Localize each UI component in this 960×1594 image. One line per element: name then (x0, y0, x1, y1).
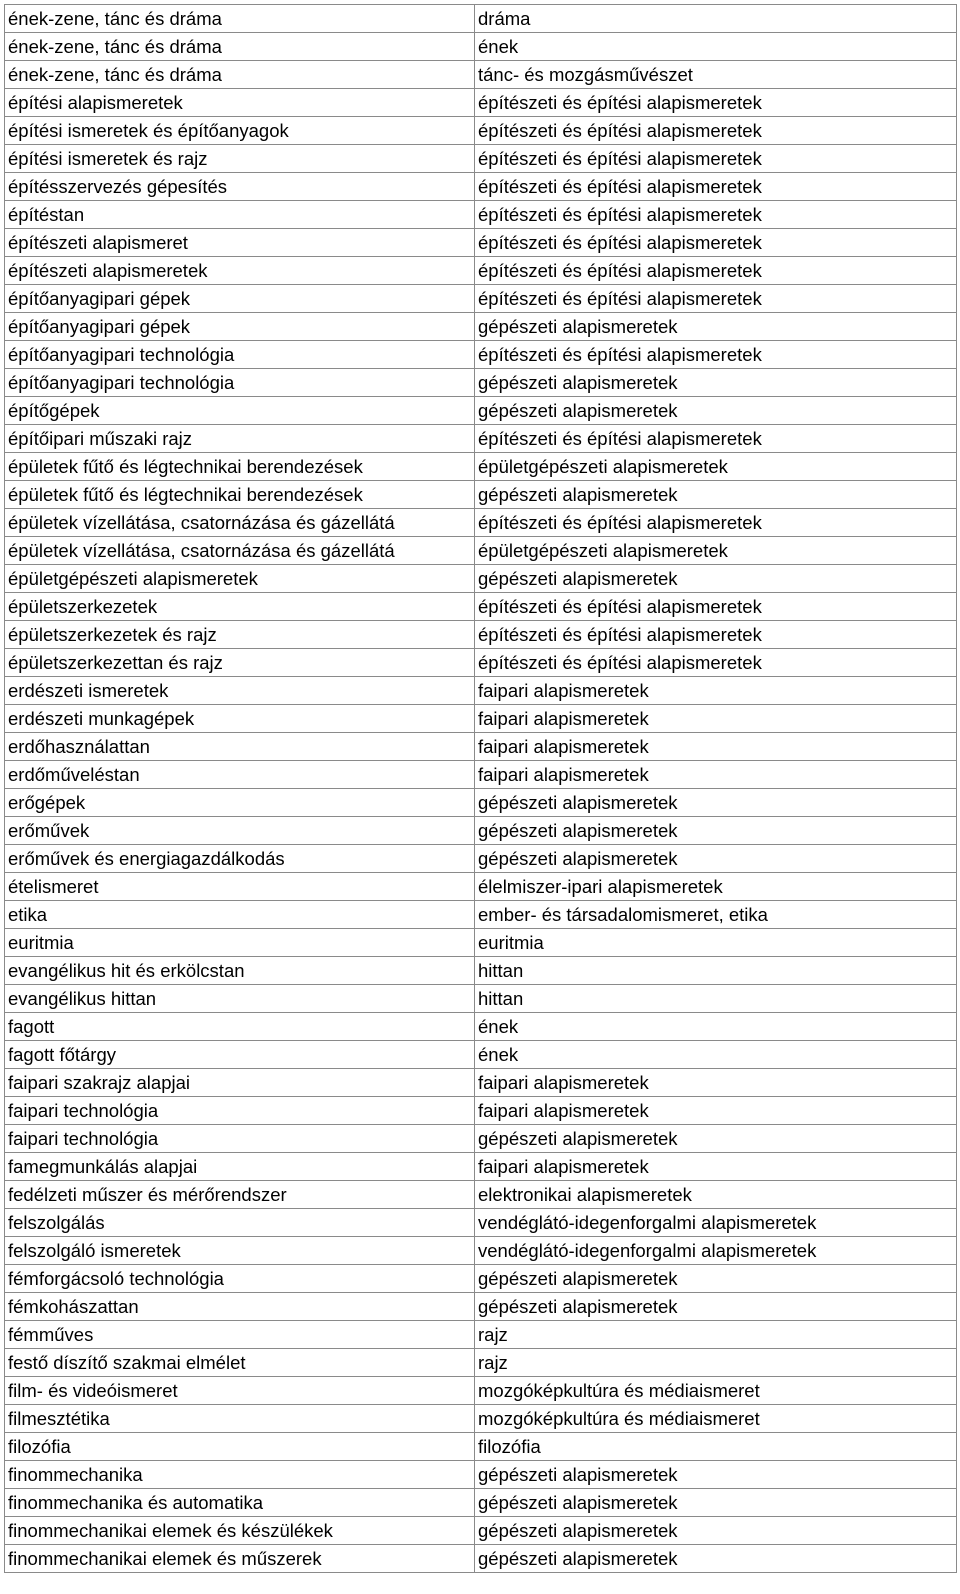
category-cell[interactable]: gépészeti alapismeretek (475, 1125, 957, 1153)
subject-cell[interactable]: finommechanika és automatika (5, 1489, 475, 1517)
table-row (5, 1377, 957, 1405)
category-cell[interactable]: dráma (475, 5, 957, 33)
subject-cell[interactable]: fémműves (5, 1321, 475, 1349)
category-cell[interactable]: gépészeti alapismeretek (475, 481, 957, 509)
category-cell[interactable]: hittan (475, 985, 957, 1013)
table-row (5, 1265, 957, 1293)
table-row (5, 1153, 957, 1181)
table-row (5, 1349, 957, 1377)
subject-cell[interactable]: finommechanikai elemek és műszerek (5, 1545, 475, 1573)
category-cell[interactable]: gépészeti alapismeretek (475, 1545, 957, 1573)
subject-cell[interactable]: felszolgálás (5, 1209, 475, 1237)
subject-cell[interactable]: erőművek (5, 817, 475, 845)
category-cell[interactable]: élelmiszer-ipari alapismeretek (475, 873, 957, 901)
table-row (5, 761, 957, 789)
table-row (5, 1237, 957, 1265)
subject-cell[interactable]: fagott (5, 1013, 475, 1041)
category-cell[interactable]: elektronikai alapismeretek (475, 1181, 957, 1209)
category-cell[interactable]: építészeti és építési alapismeretek (475, 593, 957, 621)
category-cell[interactable]: épületgépészeti alapismeretek (475, 453, 957, 481)
table-row (5, 257, 957, 285)
subject-cell[interactable]: építéstan (5, 201, 475, 229)
category-cell[interactable]: faipari alapismeretek (475, 705, 957, 733)
table-row (5, 565, 957, 593)
subject-cell[interactable]: erdőhasználattan (5, 733, 475, 761)
table-row (5, 1209, 957, 1237)
category-cell[interactable]: faipari alapismeretek (475, 733, 957, 761)
category-cell[interactable]: faipari alapismeretek (475, 1097, 957, 1125)
table-row (5, 593, 957, 621)
table-row (5, 1097, 957, 1125)
category-cell[interactable]: rajz (475, 1321, 957, 1349)
subject-cell[interactable]: filozófia (5, 1433, 475, 1461)
subject-cell[interactable]: fémkohászattan (5, 1293, 475, 1321)
category-cell[interactable]: ének (475, 33, 957, 61)
subject-cell[interactable]: építőanyagipari technológia (5, 341, 475, 369)
subject-cell[interactable]: épületszerkezetek (5, 593, 475, 621)
table-row (5, 901, 957, 929)
table-row (5, 89, 957, 117)
subject-cell[interactable]: építőanyagipari gépek (5, 313, 475, 341)
subject-cell[interactable]: építési alapismeretek (5, 89, 475, 117)
subject-cell[interactable]: erdészeti munkagépek (5, 705, 475, 733)
table-row (5, 1433, 957, 1461)
category-cell[interactable]: gépészeti alapismeretek (475, 845, 957, 873)
table-row (5, 649, 957, 677)
category-cell[interactable]: gépészeti alapismeretek (475, 313, 957, 341)
subject-cell[interactable]: építési ismeretek és rajz (5, 145, 475, 173)
category-cell[interactable]: mozgóképkultúra és médiaismeret (475, 1405, 957, 1433)
table-row (5, 453, 957, 481)
table-row (5, 845, 957, 873)
subject-cell[interactable]: épületek fűtő és légtechnikai berendezések (5, 453, 475, 481)
table-row (5, 1013, 957, 1041)
category-cell[interactable]: építészeti és építési alapismeretek (475, 201, 957, 229)
category-cell[interactable]: építészeti és építési alapismeretek (475, 509, 957, 537)
table-row (5, 285, 957, 313)
category-cell[interactable]: faipari alapismeretek (475, 677, 957, 705)
table-row (5, 1489, 957, 1517)
category-cell[interactable]: gépészeti alapismeretek (475, 1461, 957, 1489)
category-cell[interactable]: gépészeti alapismeretek (475, 369, 957, 397)
subject-cell[interactable]: épületgépészeti alapismeretek (5, 565, 475, 593)
subject-cell[interactable]: építészeti alapismeret (5, 229, 475, 257)
table-row (5, 817, 957, 845)
subject-cell[interactable]: erőművek és energiagazdálkodás (5, 845, 475, 873)
category-cell[interactable]: építészeti és építési alapismeretek (475, 257, 957, 285)
category-cell[interactable]: rajz (475, 1349, 957, 1377)
table-row (5, 1041, 957, 1069)
table-row (5, 621, 957, 649)
subject-cell[interactable]: ének-zene, tánc és dráma (5, 61, 475, 89)
table-row (5, 425, 957, 453)
category-cell[interactable]: filozófia (475, 1433, 957, 1461)
table-row (5, 1069, 957, 1097)
subject-cell[interactable]: építészeti alapismeretek (5, 257, 475, 285)
subject-mapping-table (4, 4, 957, 1573)
table-row (5, 229, 957, 257)
subject-cell[interactable]: erdőműveléstan (5, 761, 475, 789)
category-cell[interactable]: tánc- és mozgásművészet (475, 61, 957, 89)
table-row (5, 313, 957, 341)
subject-cell[interactable]: épületek vízellátása, csatornázása és gázellátá (5, 537, 475, 565)
category-cell[interactable]: építészeti és építési alapismeretek (475, 145, 957, 173)
category-cell[interactable]: gépészeti alapismeretek (475, 789, 957, 817)
category-cell[interactable]: építészeti és építési alapismeretek (475, 229, 957, 257)
category-cell[interactable]: ének (475, 1041, 957, 1069)
category-cell[interactable]: mozgóképkultúra és médiaismeret (475, 1377, 957, 1405)
subject-cell[interactable]: épületek fűtő és légtechnikai berendezések (5, 481, 475, 509)
subject-cell[interactable]: finommechanika (5, 1461, 475, 1489)
table-row (5, 173, 957, 201)
subject-cell[interactable]: famegmunkálás alapjai (5, 1153, 475, 1181)
subject-cell[interactable]: ételismeret (5, 873, 475, 901)
table-row (5, 705, 957, 733)
table-row (5, 61, 957, 89)
category-cell[interactable]: vendéglátó-idegenforgalmi alapismeretek (475, 1209, 957, 1237)
table-row (5, 201, 957, 229)
category-cell[interactable]: faipari alapismeretek (475, 1069, 957, 1097)
category-cell[interactable]: építészeti és építési alapismeretek (475, 341, 957, 369)
category-cell[interactable]: gépészeti alapismeretek (475, 565, 957, 593)
category-cell[interactable]: építészeti és építési alapismeretek (475, 621, 957, 649)
subject-cell[interactable]: építőgépek (5, 397, 475, 425)
subject-cell[interactable]: finommechanikai elemek és készülékek (5, 1517, 475, 1545)
table-row (5, 537, 957, 565)
subject-cell[interactable]: épületszerkezetek és rajz (5, 621, 475, 649)
subject-cell[interactable]: festő díszítő szakmai elmélet (5, 1349, 475, 1377)
category-cell[interactable]: gépészeti alapismeretek (475, 397, 957, 425)
subject-cell[interactable]: faipari szakrajz alapjai (5, 1069, 475, 1097)
subject-cell[interactable]: erőgépek (5, 789, 475, 817)
table-row (5, 397, 957, 425)
category-cell[interactable]: gépészeti alapismeretek (475, 1489, 957, 1517)
subject-cell[interactable]: faipari technológia (5, 1125, 475, 1153)
table-row (5, 677, 957, 705)
table-row (5, 145, 957, 173)
table-row (5, 1181, 957, 1209)
table-row (5, 873, 957, 901)
category-cell[interactable]: építészeti és építési alapismeretek (475, 425, 957, 453)
subject-cell[interactable]: építési ismeretek és építőanyagok (5, 117, 475, 145)
category-cell[interactable]: vendéglátó-idegenforgalmi alapismeretek (475, 1237, 957, 1265)
table-row (5, 789, 957, 817)
subject-cell[interactable]: építésszervezés gépesítés (5, 173, 475, 201)
category-cell[interactable]: épületgépészeti alapismeretek (475, 537, 957, 565)
table-row (5, 1461, 957, 1489)
table-row (5, 5, 957, 33)
table-row (5, 1125, 957, 1153)
subject-cell[interactable]: építőipari műszaki rajz (5, 425, 475, 453)
category-cell[interactable]: ének (475, 1013, 957, 1041)
category-cell[interactable]: gépészeti alapismeretek (475, 817, 957, 845)
table-row (5, 33, 957, 61)
table-row (5, 1293, 957, 1321)
category-cell[interactable]: építészeti és építési alapismeretek (475, 117, 957, 145)
table-row (5, 1405, 957, 1433)
subject-cell[interactable]: építőanyagipari technológia (5, 369, 475, 397)
table-row (5, 341, 957, 369)
subject-cell[interactable]: építőanyagipari gépek (5, 285, 475, 313)
table-body (5, 5, 957, 1573)
category-cell[interactable]: építészeti és építési alapismeretek (475, 285, 957, 313)
subject-cell[interactable]: faipari technológia (5, 1097, 475, 1125)
category-cell[interactable]: gépészeti alapismeretek (475, 1265, 957, 1293)
table-row (5, 957, 957, 985)
subject-cell[interactable]: ének-zene, tánc és dráma (5, 5, 475, 33)
table-row (5, 1545, 957, 1573)
subject-cell[interactable]: fémforgácsoló technológia (5, 1265, 475, 1293)
table-row (5, 369, 957, 397)
subject-cell[interactable]: fagott főtárgy (5, 1041, 475, 1069)
subject-cell[interactable]: evangélikus hittan (5, 985, 475, 1013)
subject-cell[interactable]: film- és videóismeret (5, 1377, 475, 1405)
subject-cell[interactable]: ének-zene, tánc és dráma (5, 33, 475, 61)
table-row (5, 1321, 957, 1349)
category-cell[interactable]: euritmia (475, 929, 957, 957)
category-cell[interactable]: hittan (475, 957, 957, 985)
table-row (5, 117, 957, 145)
category-cell[interactable]: faipari alapismeretek (475, 1153, 957, 1181)
table-row (5, 1517, 957, 1545)
table-row (5, 509, 957, 537)
table-row (5, 481, 957, 509)
subject-cell[interactable]: etika (5, 901, 475, 929)
category-cell[interactable]: gépészeti alapismeretek (475, 1517, 957, 1545)
subject-cell[interactable]: erdészeti ismeretek (5, 677, 475, 705)
subject-cell[interactable]: euritmia (5, 929, 475, 957)
subject-cell[interactable]: felszolgáló ismeretek (5, 1237, 475, 1265)
category-cell[interactable]: gépészeti alapismeretek (475, 1293, 957, 1321)
category-cell[interactable]: építészeti és építési alapismeretek (475, 649, 957, 677)
subject-cell[interactable]: filmesztétika (5, 1405, 475, 1433)
category-cell[interactable]: ember- és társadalomismeret, etika (475, 901, 957, 929)
table-row (5, 985, 957, 1013)
category-cell[interactable]: építészeti és építési alapismeretek (475, 89, 957, 117)
table-row (5, 929, 957, 957)
category-cell[interactable]: építészeti és építési alapismeretek (475, 173, 957, 201)
subject-cell[interactable]: fedélzeti műszer és mérőrendszer (5, 1181, 475, 1209)
subject-cell[interactable]: evangélikus hit és erkölcstan (5, 957, 475, 985)
subject-cell[interactable]: épületszerkezettan és rajz (5, 649, 475, 677)
subject-cell[interactable]: épületek vízellátása, csatornázása és gázellátá (5, 509, 475, 537)
table-row (5, 733, 957, 761)
category-cell[interactable]: faipari alapismeretek (475, 761, 957, 789)
